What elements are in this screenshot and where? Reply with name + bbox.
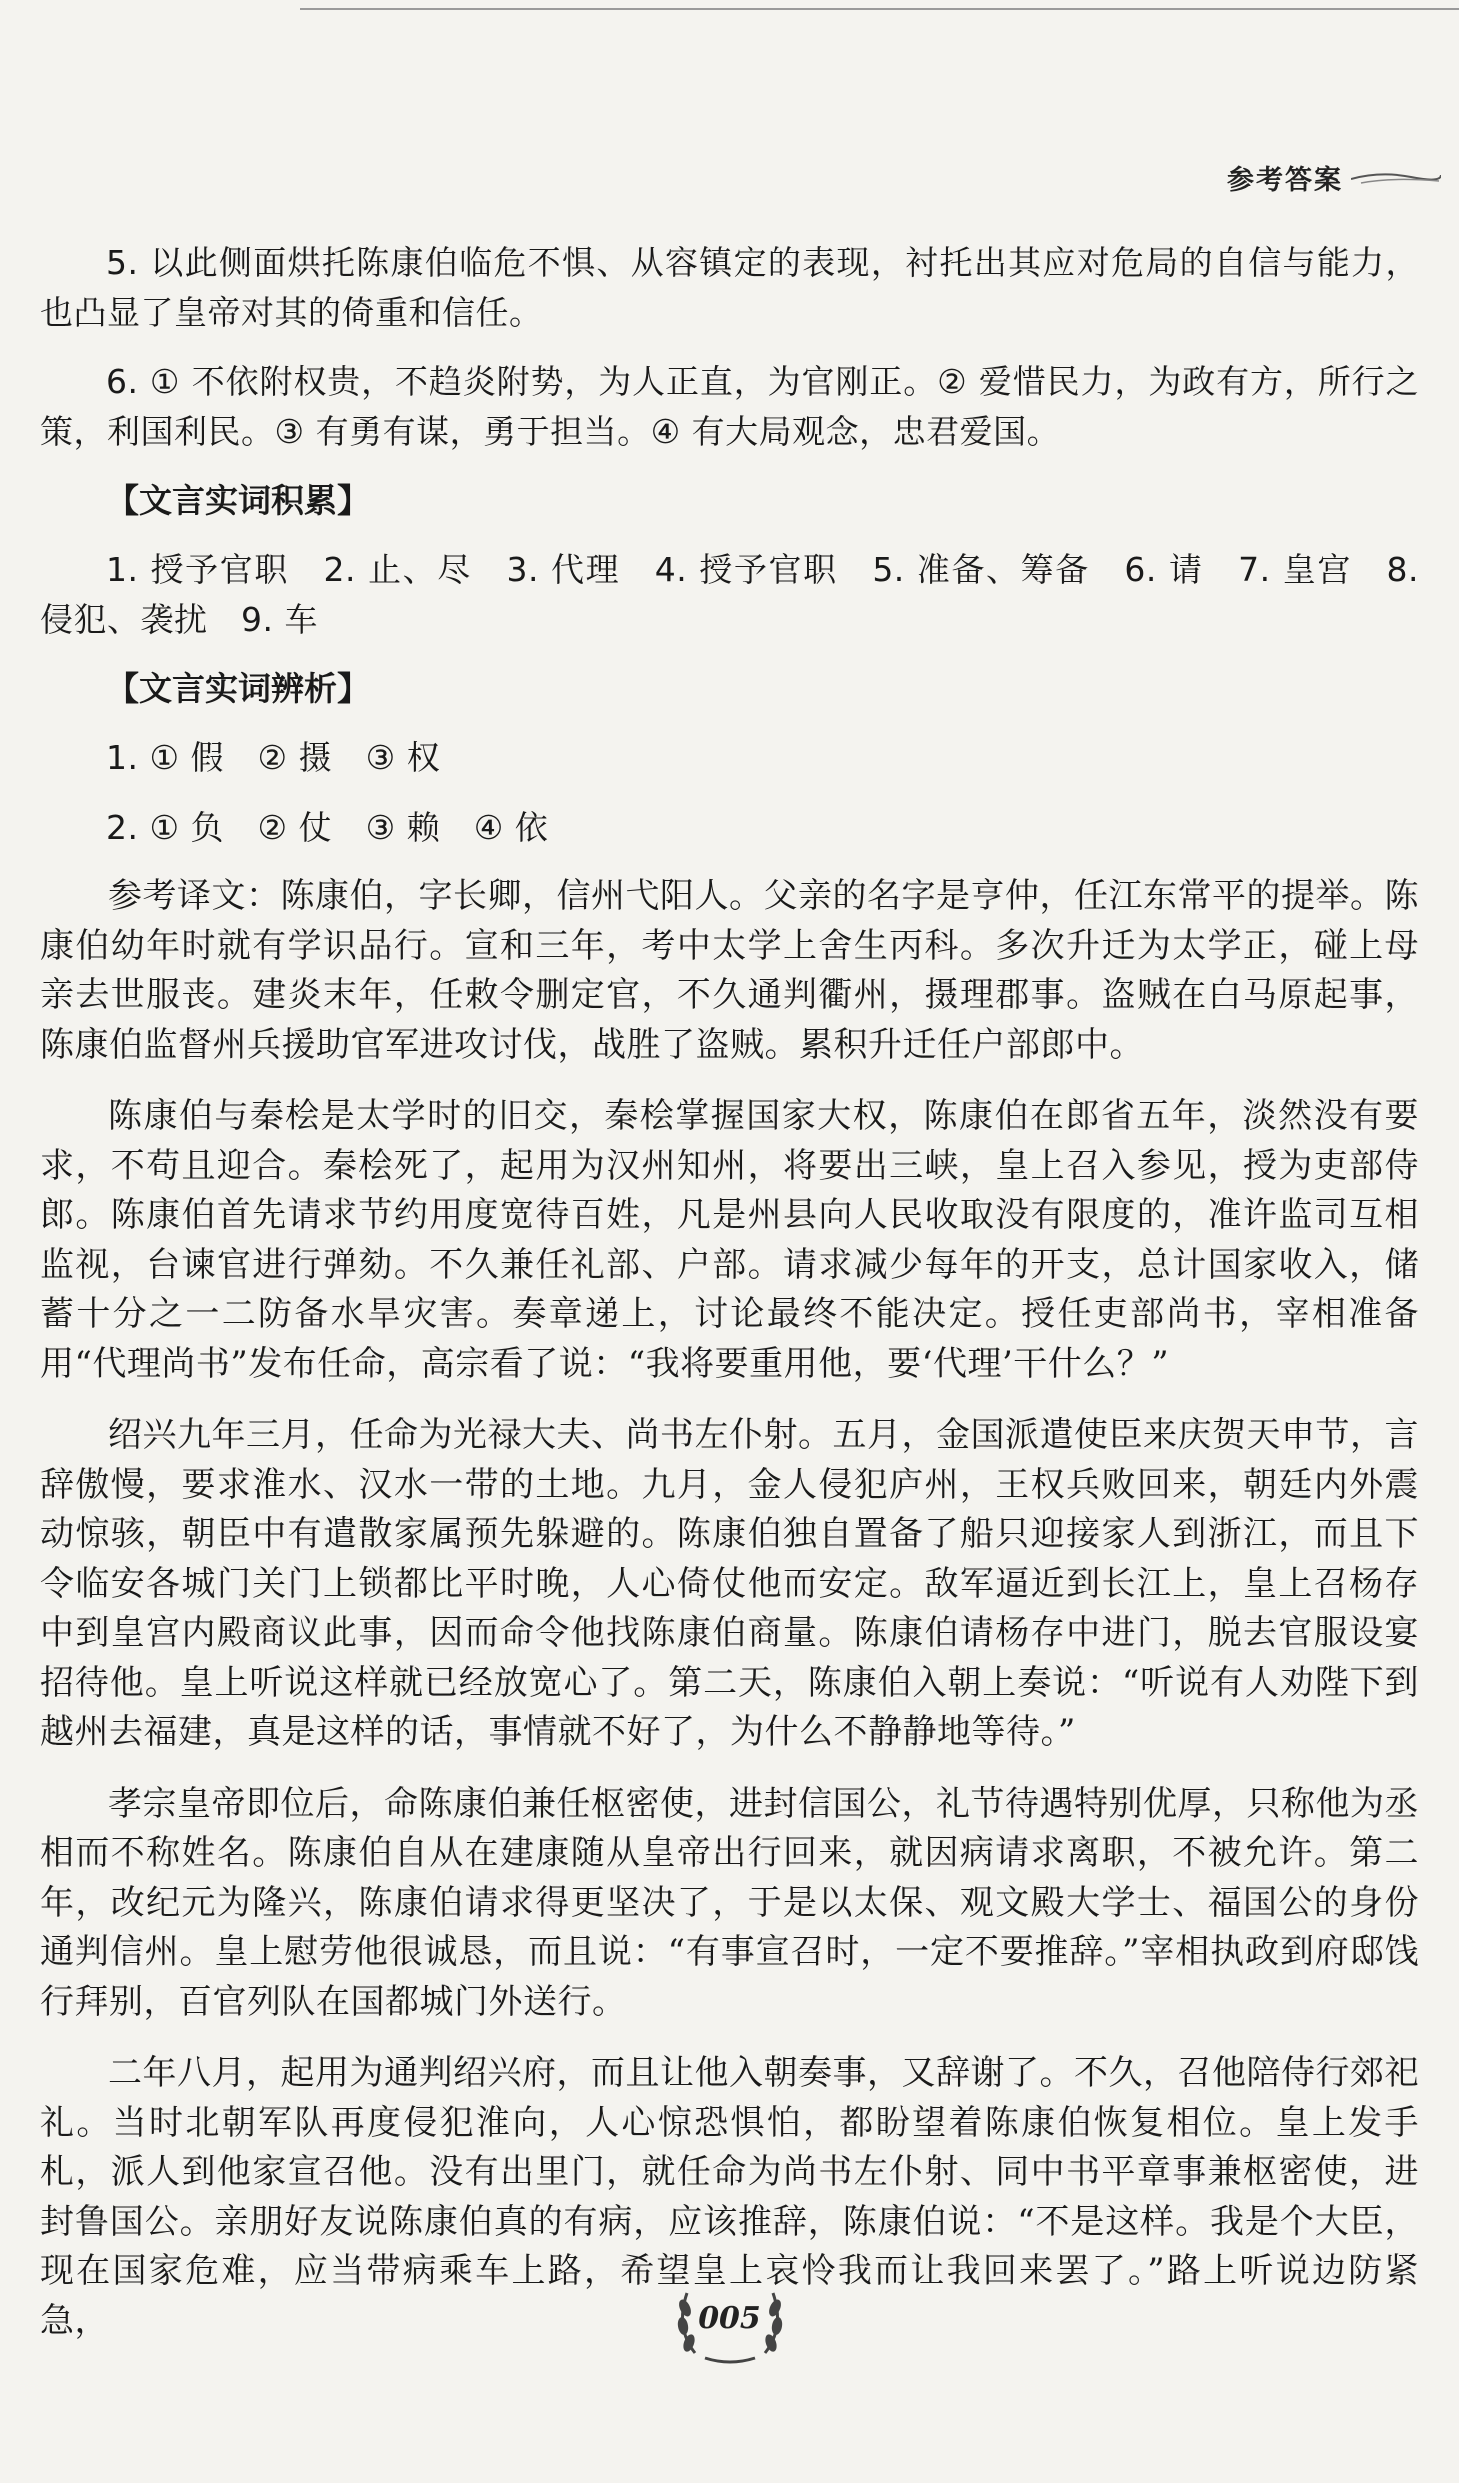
translation-paragraph-1: 参考译文：陈康伯，字长卿，信州弋阳人。父亲的名字是亨仲，任江东常平的提举。陈康伯幼年时就有学识品行。宣和三年，考中太学上舍生丙科。多次升迁为太学正，碰上母亲去世服丧。建炎末年，任敕令删定官，不久通判衢州，摄理郡事。盗贼在白马原起事，陈康伯监督州兵援助官军进攻讨伐，战胜了盗贼。累积升迁任户部郎中。 [40, 876, 1419, 1065]
translation-paragraph-3: 绍兴九年三月，任命为光禄大夫、尚书左仆射。五月，金国派遣使臣来庆贺天申节，言辞傲慢，要求淮水、汉水一带的土地。九月，金人侵犯庐州，王权兵败回来，朝廷内外震动惊骇，朝臣中有遣散家属预先躲避的。陈康伯独自置备了船只迎接家人到浙江，而且下令临安各城门关门上锁都比平时晚，人心倚仗他而安定。敌军逼近到长江上，皇上召杨存中到皇宫内殿商议此事，因而命令他找陈康伯商量。陈康伯请杨存中进门，脱去官服设宴招待他。皇上听说这样就已经放宽心了。第二天，陈康伯入朝上奏说：“听说有人劝陛下到越州去福建，真是这样的话，事情就不好了，为什么不静静地等待。” [40, 1415, 1419, 1752]
page-footer [0, 2268, 1459, 2368]
page-header [1227, 158, 1441, 197]
header-label: 参考答案 [1227, 165, 1343, 196]
section-title-accumulation: 【文言实词积累】 [106, 481, 370, 520]
top-rule [300, 8, 1459, 10]
page-badge [665, 2268, 795, 2368]
page-content [40, 238, 1419, 2368]
section-title-discrimination: 【文言实词辨析】 [106, 669, 370, 708]
discrimination-item-1: 1. ① 假 ② 摄 ③ 权 [106, 738, 441, 777]
answer-5: 5. 以此侧面烘托陈康伯临危不惧、从容镇定的表现，衬托出其应对危局的自信与能力，也凸显了皇帝对其的倚重和信任。 [40, 243, 1419, 332]
accumulation-items: 1. 授予官职 2. 止、尽 3. 代理 4. 授予官职 5. 准备、筹备 6. 请 7. 皇宫 8. 侵犯、袭扰 9. 车 [40, 550, 1419, 639]
translation-paragraph-2: 陈康伯与秦桧是太学时的旧交，秦桧掌握国家大权，陈康伯在郎省五年，淡然没有要求，不苟且迎合。秦桧死了，起用为汉州知州，将要出三峡，皇上召入参见，授为吏部侍郎。陈康伯首先请求节约用度宽待百姓，凡是州县向人民收取没有限度的，准许监司互相监视，台谏官进行弹劾。不久兼任礼部、户部。请求减少每年的开支，总计国家收入，储蓄十分之一二防备水旱灾害。奏章递上，讨论最终不能决定。授任吏部尚书，宰相准备用“代理尚书”发布任命，高宗看了说：“我将要重用他，要‘代理’干什么？” [40, 1096, 1419, 1384]
translation-paragraph-5: 二年八月，起用为通判绍兴府，而且让他入朝奏事，又辞谢了。不久，召他陪侍行郊祀礼。当时北朝军队再度侵犯淮向，人心惊恐惧怕，都盼望着陈康伯恢复相位。皇上发手札，派人到他家宣召他。没有出里门，就任命为尚书左仆射、同中书平章事兼枢密使，进封鲁国公。亲朋好友说陈康伯真的有病，应该推辞，陈康伯说：“不是这样。我是个大臣，现在国家危难，应当带病乘车上路，希望皇上哀怜我而让我回来罢了。”路上听说边防紧急， [40, 2053, 1419, 2341]
header-swoosh-icon [1351, 169, 1441, 187]
page-number: 005 [698, 2300, 761, 2336]
discrimination-item-2: 2. ① 负 ② 仗 ③ 赖 ④ 依 [106, 807, 549, 847]
answer-6: 6. ① 不依附权贵，不趋炎附势，为人正直，为官刚正。② 爱惜民力，为政有方，所行之策，利国利民。③ 有勇有谋，勇于担当。④ 有大局观念，忠君爱国。 [40, 362, 1419, 451]
translation-paragraph-4: 孝宗皇帝即位后，命陈康伯兼任枢密使，进封信国公，礼节待遇特别优厚，只称他为丞相而不称姓名。陈康伯自从在建康随从皇帝出行回来，就因病请求离职，不被允许。第二年，改纪元为隆兴，陈康伯请求得更坚决了，于是以太保、观文殿大学士、福国公的身份通判信州。皇上慰劳他很诚恳，而且说：“有事宣召时，一定不要推辞。”宰相执政到府邸饯行拜别，百官列队在国都城门外送行。 [40, 1783, 1419, 2022]
